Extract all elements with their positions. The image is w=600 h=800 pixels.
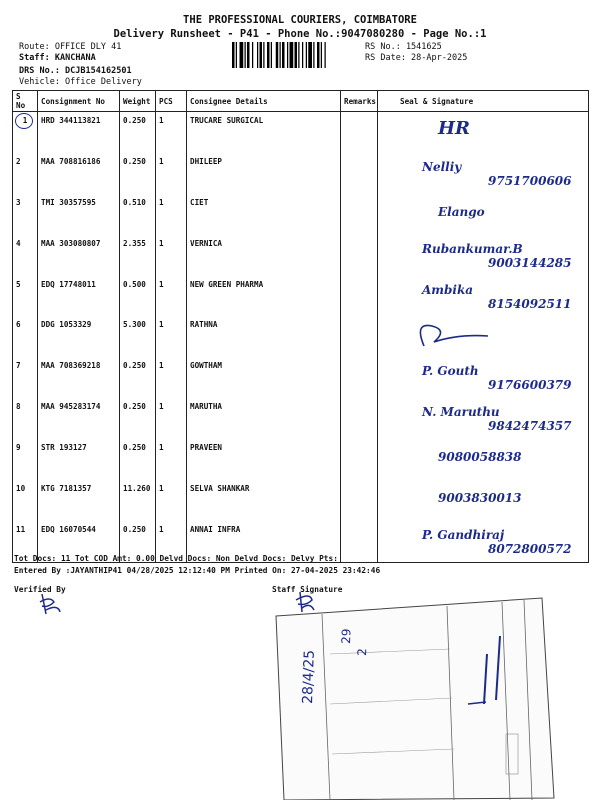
vehicle: Vehicle: Office Delivery — [19, 77, 142, 87]
row-consignment: STR 193127 — [38, 439, 120, 480]
table-row — [13, 316, 589, 357]
col-consignee: Consignee Details — [187, 91, 341, 112]
row-sno: 3 — [13, 194, 38, 235]
row-pcs: 1 — [156, 153, 187, 194]
entered-by-line: Entered By :JAYANTHIP41 04/28/2025 12:12:40 PM Printed On: 27-04-2025 23:42:46 — [14, 566, 381, 575]
row-remarks — [341, 357, 378, 398]
signature-text: HR — [438, 118, 470, 139]
barcode-bar — [267, 42, 270, 68]
row-consignment: MAA 945283174 — [38, 398, 120, 439]
row-consignee: GOWTHAM — [187, 357, 341, 398]
row-signature — [378, 480, 589, 521]
signature-scribble — [420, 326, 488, 347]
row-consignee: SELVA SHANKAR — [187, 480, 341, 521]
barcode-bar — [232, 42, 235, 68]
barcode-bar — [245, 42, 246, 68]
stamp-date: 28/4/25 — [300, 649, 318, 705]
staff-signature-label: Staff Signature — [272, 585, 343, 594]
row-weight: 2.355 — [120, 235, 156, 276]
row-weight: 0.250 — [120, 112, 156, 153]
row-sno: 8 — [13, 398, 38, 439]
row-pcs: 1 — [156, 398, 187, 439]
barcode — [232, 42, 360, 68]
signature-text: 9003144285 — [488, 255, 572, 270]
row-consignment: MAA 708369218 — [38, 357, 120, 398]
rs-number: RS No.: 1541625 — [365, 42, 442, 52]
company-title: THE PROFESSIONAL COURIERS, COIMBATORE — [183, 14, 417, 26]
row-consignee: RATHNA — [187, 316, 341, 357]
row-consignee: NEW GREEN PHARMA — [187, 276, 341, 317]
staff-label: Staff: — [19, 53, 50, 63]
totals-line: Tot Docs: 11 Tot COD Amt: 0.00 Delvd Docs: Non Delvd Docs: Delvy Pts: — [14, 554, 338, 563]
row-weight: 0.250 — [120, 357, 156, 398]
barcode-bar — [282, 42, 285, 68]
runsheet-title: Delivery Runsheet - P41 - Phone No.:9047080280 - Page No.:1 — [113, 28, 487, 40]
row-signature — [378, 235, 589, 276]
barcode-bar — [308, 42, 312, 68]
table-row — [13, 235, 589, 276]
barcode-bar — [240, 42, 244, 68]
row-signature — [378, 439, 589, 480]
row-consignment: MAA 708816186 — [38, 153, 120, 194]
barcode-bar — [236, 42, 237, 68]
signature-text: 9751700606 — [488, 173, 572, 188]
table-row — [13, 398, 589, 439]
table-row — [13, 112, 589, 153]
row-weight: 0.500 — [120, 276, 156, 317]
row-sno: 5 — [13, 276, 38, 317]
handwritten-signature — [378, 153, 588, 193]
col-consignment: Consignment No — [38, 91, 120, 112]
row-remarks — [341, 276, 378, 317]
handwritten-signature — [378, 398, 588, 438]
row-remarks — [341, 316, 378, 357]
barcode-bar — [271, 42, 272, 68]
row-weight: 0.250 — [120, 521, 156, 562]
col-pcs: PCS — [156, 91, 187, 112]
row-pcs: 1 — [156, 112, 187, 153]
row-consignment: TMI 30357595 — [38, 194, 120, 235]
row-sno: 4 — [13, 235, 38, 276]
barcode-bar — [260, 42, 263, 68]
row-weight: 0.250 — [120, 153, 156, 194]
barcode-bar — [306, 42, 307, 68]
handwritten-signature — [378, 357, 588, 397]
row-pcs: 1 — [156, 235, 187, 276]
col-signature: Seal & Signature — [378, 91, 589, 112]
table-row — [13, 153, 589, 194]
signature-text: 9176600379 — [488, 378, 572, 393]
verified-by-label: Verified By — [14, 585, 66, 594]
barcode-bar — [298, 42, 299, 68]
signature-text: N. Maruthu — [422, 405, 500, 420]
row-signature — [378, 316, 589, 357]
handwritten-signature — [378, 194, 588, 234]
row-consignee: MARUTHA — [187, 398, 341, 439]
handwritten-signature — [378, 235, 588, 275]
row-consignee: DHILEEP — [187, 153, 341, 194]
row-remarks — [341, 439, 378, 480]
col-sno: S No — [13, 91, 38, 112]
row-remarks — [341, 153, 378, 194]
row-sno: 7 — [13, 357, 38, 398]
row-consignment: EDQ 17748011 — [38, 276, 120, 317]
signature-text: P. Gandhiraj — [422, 527, 505, 542]
signature-text: 9080058838 — [438, 450, 522, 465]
circle-mark — [15, 113, 33, 129]
row-weight: 11.260 — [120, 480, 156, 521]
signature-text: Elango — [438, 204, 485, 219]
row-pcs: 1 — [156, 439, 187, 480]
handwritten-signature — [378, 276, 588, 316]
row-remarks — [341, 480, 378, 521]
barcode-bar — [295, 42, 298, 68]
barcode-bar — [290, 42, 294, 68]
table-row — [13, 276, 589, 317]
row-consignment: EDQ 16070544 — [38, 521, 120, 562]
col-remarks: Remarks — [341, 91, 378, 112]
table-row — [13, 439, 589, 480]
row-remarks — [341, 194, 378, 235]
barcode-bar — [287, 42, 288, 68]
barcode-bar — [247, 42, 250, 68]
row-sno: 6 — [13, 316, 38, 357]
handwritten-signature — [378, 439, 588, 479]
staff — [19, 53, 96, 63]
table-row — [13, 357, 589, 398]
verified-signature-scribble — [36, 588, 66, 618]
row-consignment: HRD 344113821 — [38, 112, 120, 153]
drs-number: DRS No.: DCJB154162501 — [19, 66, 132, 76]
row-consignment: KTG 7181357 — [38, 480, 120, 521]
barcode-bar — [302, 42, 303, 68]
row-consignment: MAA 303080807 — [38, 235, 120, 276]
signature-text: Rubankumar.B — [422, 241, 523, 256]
row-pcs: 1 — [156, 194, 187, 235]
delivery-stamp — [272, 594, 556, 800]
barcode-bar — [317, 42, 320, 68]
row-signature — [378, 194, 589, 235]
row-consignee: PRAVEEN — [187, 439, 341, 480]
barcode-bar — [276, 42, 279, 68]
row-signature — [378, 398, 589, 439]
stamp-number: 2 — [355, 647, 370, 657]
signature-text: 9003830013 — [438, 491, 522, 506]
signature-text: 8072800572 — [488, 541, 572, 556]
table-header — [13, 91, 589, 112]
row-remarks — [341, 521, 378, 562]
handwritten-signature — [378, 112, 588, 152]
row-pcs: 1 — [156, 480, 187, 521]
row-sno: 2 — [13, 153, 38, 194]
barcode-bar — [252, 42, 253, 68]
barcode-bar — [325, 42, 326, 68]
signature-text: Ambika — [422, 282, 474, 297]
barcode-bar — [263, 42, 264, 68]
barcode-bar — [257, 42, 258, 68]
row-consignee: ANNAI INFRA — [187, 521, 341, 562]
row-pcs: 1 — [156, 316, 187, 357]
handwritten-signature — [378, 521, 588, 561]
route: Route: OFFICE DLY 41 — [19, 42, 122, 52]
signature-text: 9842474357 — [488, 419, 572, 434]
rs-date: RS Date: 28-Apr-2025 — [365, 53, 468, 63]
row-consignee: TRUCARE SURGICAL — [187, 112, 341, 153]
row-sno: 1 — [13, 112, 38, 153]
row-sno: 9 — [13, 439, 38, 480]
row-signature — [378, 112, 589, 153]
handwritten-signature — [378, 480, 588, 520]
row-remarks — [341, 112, 378, 153]
col-weight: Weight — [120, 91, 156, 112]
runsheet-table — [12, 90, 589, 563]
table-row — [13, 480, 589, 521]
row-signature — [378, 276, 589, 317]
row-remarks — [341, 398, 378, 439]
row-signature — [378, 357, 589, 398]
signature-text: Nelliy — [422, 159, 462, 174]
row-weight: 5.300 — [120, 316, 156, 357]
row-weight: 0.250 — [120, 439, 156, 480]
row-pcs: 1 — [156, 276, 187, 317]
barcode-bar — [321, 42, 322, 68]
row-signature — [378, 521, 589, 562]
table-row — [13, 194, 589, 235]
row-consignee: CIET — [187, 194, 341, 235]
staff-name: KANCHANA — [54, 53, 96, 63]
row-consignee: VERNICA — [187, 235, 341, 276]
stamp-day: 29 — [339, 628, 354, 645]
barcode-bar — [313, 42, 314, 68]
row-remarks — [341, 235, 378, 276]
signature-text: P. Gouth — [422, 364, 479, 379]
row-sno: 10 — [13, 480, 38, 521]
row-weight: 0.510 — [120, 194, 156, 235]
row-consignment: DDG 1053329 — [38, 316, 120, 357]
row-pcs: 1 — [156, 521, 187, 562]
signature-text: 8154092511 — [488, 296, 572, 311]
barcode-bar — [280, 42, 281, 68]
row-weight: 0.250 — [120, 398, 156, 439]
row-sno: 11 — [13, 521, 38, 562]
row-pcs: 1 — [156, 357, 187, 398]
row-signature — [378, 153, 589, 194]
handwritten-signature — [378, 316, 588, 356]
